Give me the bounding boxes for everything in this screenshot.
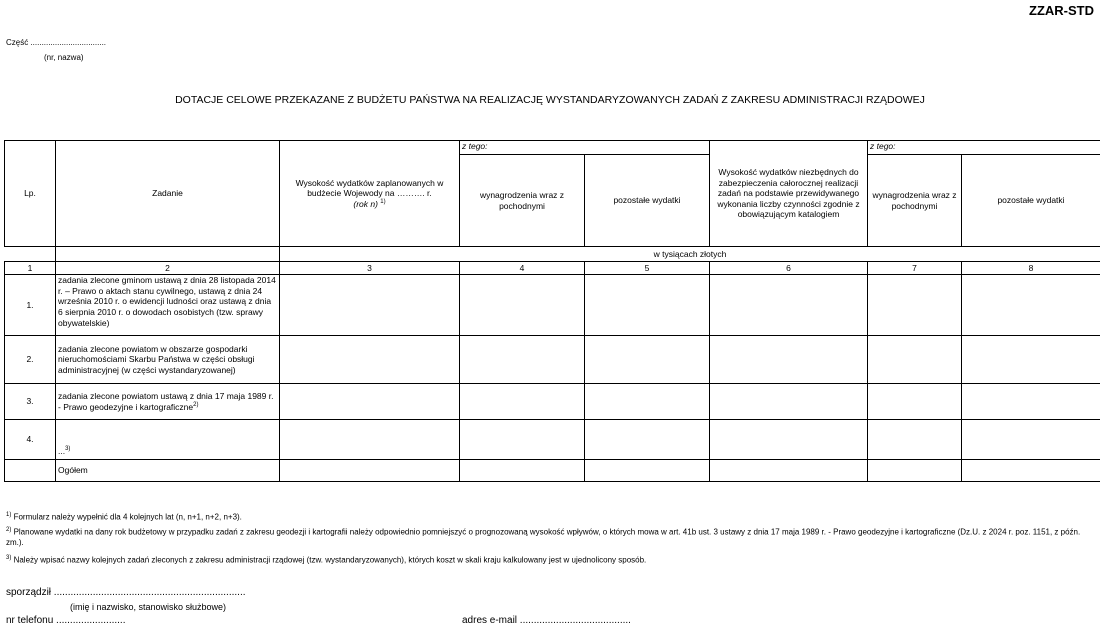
data-cell[interactable] xyxy=(868,275,962,336)
header-pozostale-2: pozostałe wydatki xyxy=(962,155,1100,247)
row-zadanie: zadania zlecone gminom ustawą z dnia 28 listopada 2014 r. – Prawo o aktach stanu cywilnego, ustawą z dnia 24 września 2010 r. o ewidencji ludności oraz ustawą z dnia 6 sierpnia 2010 r. o dowodach osobistych (tzw. sprawy obywatelskie) xyxy=(56,275,280,336)
data-cell[interactable] xyxy=(868,420,962,460)
total-row xyxy=(5,460,1100,482)
column-number: 5 xyxy=(585,262,710,275)
header-col3 xyxy=(280,141,460,247)
data-cell[interactable] xyxy=(710,336,868,384)
header-wynagrodzenia-1: wynagrodzenia wraz z pochodnymi xyxy=(460,155,585,247)
data-cell[interactable] xyxy=(868,460,962,482)
header-col3-text: Wysokość wydatków zaplanowanych w budżecie Wojewody na ………. r. xyxy=(295,177,444,199)
row-zadanie xyxy=(56,384,280,420)
total-label: Ogółem xyxy=(56,460,280,482)
document-title: DOTACJE CELOWE PRZEKAZANE Z BUDŻETU PAŃSTWA NA REALIZACJĘ WYSTANDARYZOWANYCH ZADAŃ Z ZAKRESU ADMINISTRACJI RZĄDOWEJ xyxy=(175,94,925,106)
column-number: 6 xyxy=(710,262,868,275)
data-cell[interactable] xyxy=(710,420,868,460)
footnote-text: Planowane wydatki na dany rok budżetowy w przypadku zadań z zakresu geodezji i kartografii należy odpowiednio pomniejszyć o prognozowaną wysokość wpływów, o których mowa w art. 41b ust. 3 ustawy z dnia 17 maja 1989 r. - Prawo geodezyjne i kartograficzne (Dz.U. z 2024 r. poz. 1151, z późn. zm.). xyxy=(6,527,1081,548)
data-cell[interactable] xyxy=(710,384,868,420)
footnote-mark: 3) xyxy=(6,555,12,561)
header-col3-italic: (rok n) xyxy=(353,198,378,209)
header-col3-sup: 1) xyxy=(380,198,386,205)
data-cell[interactable] xyxy=(962,420,1100,460)
data-cell[interactable] xyxy=(585,420,710,460)
total-lp-empty xyxy=(5,460,56,482)
header-z-tego-2: z tego: xyxy=(868,141,1100,155)
row-zadanie-sup: 3) xyxy=(65,446,71,453)
data-cell[interactable] xyxy=(868,336,962,384)
row-lp: 4. xyxy=(5,420,56,460)
data-cell[interactable] xyxy=(962,384,1100,420)
data-cell[interactable] xyxy=(868,384,962,420)
row-zadanie-sup: 2) xyxy=(193,401,199,408)
data-cell[interactable] xyxy=(460,420,585,460)
data-cell[interactable] xyxy=(585,336,710,384)
data-cell[interactable] xyxy=(962,460,1100,482)
data-cell[interactable] xyxy=(280,420,460,460)
header-wynagrodzenia-2: wynagrodzenia wraz z pochodnymi xyxy=(868,155,962,247)
data-cell[interactable] xyxy=(460,336,585,384)
data-cell[interactable] xyxy=(585,460,710,482)
data-cell[interactable] xyxy=(585,275,710,336)
column-number: 4 xyxy=(460,262,585,275)
table-row xyxy=(5,384,1100,420)
row-zadanie-text: zadania zlecone powiatom ustawą z dnia 17 maja 1989 r. - Prawo geodezyjne i kartograficzne xyxy=(58,390,274,412)
column-number: 2 xyxy=(56,262,280,275)
row-lp: 2. xyxy=(5,336,56,384)
column-number: 7 xyxy=(868,262,962,275)
data-cell[interactable] xyxy=(460,275,585,336)
prepared-by-caption: (imię i nazwisko, stanowisko służbowe) xyxy=(70,602,227,612)
footnote-text: Formularz należy wypełnić dla 4 kolejnych lat (n, n+1, n+2, n+3). xyxy=(11,512,242,522)
column-number: 3 xyxy=(280,262,460,275)
header-zadanie: Zadanie xyxy=(56,141,280,247)
column-number: 1 xyxy=(5,262,56,275)
column-number: 8 xyxy=(962,262,1100,275)
row-lp: 1. xyxy=(5,275,56,336)
table-row xyxy=(5,420,1100,460)
data-cell[interactable] xyxy=(710,275,868,336)
table-row xyxy=(5,275,1100,336)
footnote-text: Należy wpisać nazwy kolejnych zadań zleconych z zakresu administracji rządowej (tzw. wystandaryzowanych), których koszt w skali kraju kalkulowany jest w ujednolicony sposób. xyxy=(11,555,647,565)
footnote-mark: 1) xyxy=(6,512,12,518)
data-cell[interactable] xyxy=(710,460,868,482)
czesc-sub: (nr, nazwa) xyxy=(44,53,84,62)
czesc-line: Część .................................. xyxy=(6,38,107,47)
header-pozostale-1: pozostałe wydatki xyxy=(585,155,710,247)
header-z-tego-1: z tego: xyxy=(460,141,710,155)
footnote-mark: 2) xyxy=(6,527,12,533)
units-label: w tysiącach złotych xyxy=(280,247,1100,262)
row-zadanie xyxy=(56,420,280,460)
data-cell[interactable] xyxy=(962,336,1100,384)
data-cell[interactable] xyxy=(460,460,585,482)
email-field[interactable]: adres e-mail ........................................ xyxy=(462,615,631,626)
footnote-1 xyxy=(6,512,1086,523)
units-spacer xyxy=(56,247,280,262)
header-lp: Lp. xyxy=(5,141,56,247)
footnote-3 xyxy=(6,555,1086,566)
data-cell[interactable] xyxy=(460,384,585,420)
data-cell[interactable] xyxy=(585,384,710,420)
table-row xyxy=(5,336,1100,384)
data-cell[interactable] xyxy=(280,384,460,420)
units-spacer xyxy=(5,247,56,262)
row-zadanie: zadania zlecone powiatom w obszarze gospodarki nieruchomościami Skarbu Państwa w części obsługi administracyjnej (w części wystandaryzowanej) xyxy=(56,336,280,384)
data-cell[interactable] xyxy=(280,336,460,384)
data-cell[interactable] xyxy=(962,275,1100,336)
data-cell[interactable] xyxy=(280,460,460,482)
header-col6: Wysokość wydatków niezbędnych do zabezpieczenia całorocznej realizacji zadań na podstawie przewidywanego wykonania liczby czynności zgodnie z obowiązującym katalogiem xyxy=(710,141,868,247)
subsidy-table xyxy=(4,140,1100,482)
row-lp: 3. xyxy=(5,384,56,420)
data-cell[interactable] xyxy=(280,275,460,336)
prepared-by-field[interactable]: sporządził ..................................................................... xyxy=(6,587,246,598)
footnote-2 xyxy=(6,527,1086,548)
row-zadanie-text: ... xyxy=(58,446,66,457)
phone-field[interactable]: nr telefonu ......................... xyxy=(6,615,126,626)
form-code: ZZAR-STD xyxy=(1029,3,1094,18)
